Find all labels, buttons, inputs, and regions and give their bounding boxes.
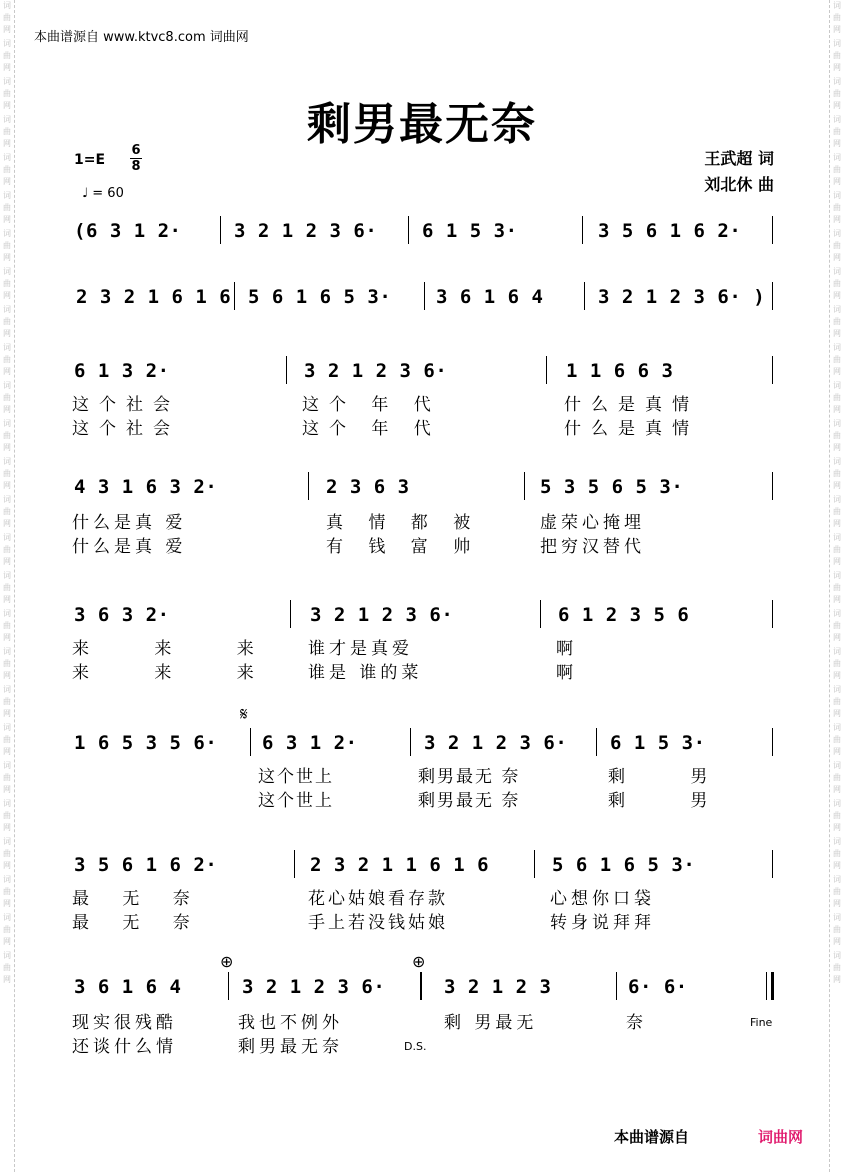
side-watermark-mark: 词曲网 (833, 191, 841, 224)
lyric-line-2: 剩男最无 奈 (418, 791, 521, 811)
lyric-line-2: 有 钱 富 帅 (326, 537, 481, 557)
side-watermark-mark: 词曲网 (833, 685, 841, 718)
lyric-line-2: 啊 (556, 663, 583, 683)
side-watermark-mark: 词曲网 (833, 837, 841, 870)
left-watermark-strip (0, 0, 15, 1172)
side-watermark-mark: 词曲网 (3, 875, 11, 908)
lyric-line-1: 来 来 来 (72, 639, 284, 659)
side-watermark-mark: 词曲网 (833, 913, 841, 946)
time-sig-bottom: 8 (131, 159, 141, 174)
side-watermark-mark: 词曲网 (833, 723, 841, 756)
lyric-line-2: 剩 男 (608, 791, 738, 811)
barline (596, 728, 597, 756)
tempo-value: = 60 (92, 186, 124, 201)
side-watermark-mark: 词曲网 (3, 495, 11, 528)
barline (772, 472, 773, 500)
notes-measure: 1 1 6 6 3 (566, 360, 674, 382)
barline (772, 600, 773, 628)
lyric-line-2: 什么是真情 (564, 419, 699, 439)
side-watermark-mark: 词曲网 (833, 419, 841, 452)
footer-source-text: 本曲谱源自 (614, 1128, 690, 1146)
notes-measure: 3 6 1 6 4 (74, 976, 182, 998)
lyric-line-2: 来 来 来 (72, 663, 284, 683)
source-note: 本曲谱源自 www.ktvc8.com 词曲网 (34, 30, 249, 45)
notes-measure: 6 1 5 3· (610, 732, 706, 754)
lyric-line-2: 把穷汉替代 (540, 537, 645, 557)
coda-icon: ⊕ (412, 952, 426, 971)
side-watermark-mark: 词曲网 (833, 647, 841, 680)
lyric-line-1: 这个社会 (72, 395, 180, 415)
notes-measure: 3 2 1 2 3 (444, 976, 552, 998)
notes-measure: 6 1 3 2· (74, 360, 170, 382)
notes-measure: 3 2 1 2 3 6· (310, 604, 454, 626)
side-watermark-mark: 词曲网 (3, 305, 11, 338)
barline (228, 972, 229, 1000)
lyric-line-1: 啊 (556, 639, 583, 659)
notes-measure: 5 6 1 6 5 3· (248, 286, 392, 308)
barline (772, 728, 773, 756)
notes-measure: 3 2 1 2 3 6· (424, 732, 568, 754)
side-watermark-mark: 词曲网 (833, 305, 841, 338)
side-watermark-mark: 词曲网 (833, 799, 841, 832)
barline (286, 356, 287, 384)
side-watermark-mark: 词曲网 (3, 229, 11, 262)
side-watermark-mark: 词曲网 (3, 837, 11, 870)
barline (540, 600, 541, 628)
lyric-line-1: 奈 (626, 1013, 653, 1033)
lyric-line-2: 这个 年 代 (302, 419, 441, 439)
final-barline-thick (771, 972, 774, 1000)
repeat-barline (420, 972, 422, 1000)
notes-measure: 3 2 1 2 3 6· (234, 220, 378, 242)
notes-measure: 1 6 5 3 5 6· (74, 732, 218, 754)
barline (250, 728, 251, 756)
side-watermark-mark: 词曲网 (833, 533, 841, 566)
barline (772, 356, 773, 384)
notes-measure: (6 3 1 2· (74, 220, 182, 242)
side-watermark-mark: 词曲网 (833, 39, 841, 72)
lyric-line-1: 虚荣心掩埋 (540, 513, 645, 533)
side-watermark-mark: 词曲网 (833, 381, 841, 414)
lyric-line-1: 我也不例外 (238, 1013, 343, 1033)
lyric-line-2: 还谈什么情 (72, 1037, 177, 1057)
lyric-line-1: 这个 年 代 (302, 395, 441, 415)
side-watermark-mark: 词曲网 (3, 799, 11, 832)
lyric-line-1: 剩 男最无 (444, 1013, 538, 1033)
lyric-line-1: 什么是真情 (564, 395, 699, 415)
composer-credit: 刘北休 曲 (704, 175, 774, 194)
side-watermark-mark: 词曲网 (3, 761, 11, 794)
fine-marking: Fine (750, 1016, 773, 1029)
notes-measure: 3 2 1 2 3 6· ) (598, 286, 766, 308)
side-watermark-mark: 词曲网 (3, 913, 11, 946)
lyric-line-1: 花心姑娘看存款 (308, 889, 448, 909)
side-watermark-mark: 词曲网 (833, 495, 841, 528)
notes-measure: 2 3 6 3 (326, 476, 410, 498)
barline (772, 282, 773, 310)
notes-measure: 3 2 1 2 3 6· (242, 976, 386, 998)
barline (772, 850, 773, 878)
notes-measure: 2 3 2 1 6 1 6 (76, 286, 232, 308)
song-title: 剩男最无奈 (307, 99, 537, 150)
barline (524, 472, 525, 500)
segno-icon: 𝄋 (240, 704, 248, 725)
right-watermark-strip (829, 0, 844, 1172)
side-watermark-mark: 词曲网 (3, 419, 11, 452)
side-watermark-mark: 词曲网 (3, 457, 11, 490)
barline (772, 216, 773, 244)
notes-measure: 5 6 1 6 5 3· (552, 854, 696, 876)
side-watermark-mark: 词曲网 (3, 723, 11, 756)
side-watermark-mark: 词曲网 (833, 761, 841, 794)
side-watermark-mark: 词曲网 (833, 951, 841, 984)
final-barline-thin (766, 972, 767, 1000)
barline (220, 216, 221, 244)
lyric-line-2: 手上若没钱姑娘 (308, 913, 448, 933)
barline (408, 216, 409, 244)
notes-measure: 5 3 5 6 5 3· (540, 476, 684, 498)
barline (546, 356, 547, 384)
key-signature: 1=E (74, 152, 106, 168)
side-watermark-mark: 词曲网 (833, 571, 841, 604)
lyric-line-1: 这个世上 (258, 767, 334, 787)
ds-marking: D.S. (404, 1040, 427, 1053)
barline (582, 216, 583, 244)
notes-measure: 6 1 2 3 5 6 (558, 604, 690, 626)
barline (584, 282, 585, 310)
side-watermark-mark: 词曲网 (833, 1, 841, 34)
side-watermark-mark: 词曲网 (3, 609, 11, 642)
notes-measure: 6· 6· (628, 976, 688, 998)
lyric-line-2: 谁是 谁的菜 (308, 663, 423, 683)
side-watermark-mark: 词曲网 (833, 153, 841, 186)
barline (424, 282, 425, 310)
lyric-line-2: 这个世上 (258, 791, 334, 811)
side-watermark-mark: 词曲网 (833, 343, 841, 376)
tempo-marking (82, 186, 124, 201)
barline (308, 472, 309, 500)
notes-measure: 6 3 1 2· (262, 732, 358, 754)
lyricist-credit: 王武超 词 (704, 149, 774, 168)
notes-measure: 3 5 6 1 6 2· (74, 854, 218, 876)
lyric-line-1: 谁才是真爱 (308, 639, 413, 659)
lyric-line-1: 最 无 奈 (72, 889, 204, 909)
coda-icon: ⊕ (220, 952, 234, 971)
time-signature (130, 143, 142, 174)
side-watermark-mark: 词曲网 (3, 685, 11, 718)
side-watermark-mark: 词曲网 (3, 343, 11, 376)
footer-brand-link[interactable]: 词曲网 (758, 1128, 804, 1146)
notes-measure: 3 6 3 2· (74, 604, 170, 626)
side-watermark-mark: 词曲网 (3, 153, 11, 186)
quarter-note-icon: ♩ (82, 186, 89, 201)
side-watermark-mark: 词曲网 (3, 77, 11, 110)
notes-measure: 3 6 1 6 4 (436, 286, 544, 308)
barline (294, 850, 295, 878)
lyric-line-2: 这个社会 (72, 419, 180, 439)
lyric-line-1: 什么是真 爱 (72, 513, 187, 533)
side-watermark-mark: 词曲网 (3, 381, 11, 414)
lyric-line-2: 最 无 奈 (72, 913, 204, 933)
barline (410, 728, 411, 756)
side-watermark-mark: 词曲网 (833, 609, 841, 642)
lyric-line-1: 剩 男 (608, 767, 738, 787)
side-watermark-mark: 词曲网 (833, 77, 841, 110)
notes-measure: 3 5 6 1 6 2· (598, 220, 742, 242)
side-watermark-mark: 词曲网 (3, 647, 11, 680)
time-sig-top: 6 (131, 143, 141, 158)
side-watermark-mark: 词曲网 (3, 1, 11, 34)
lyric-line-2: 剩男最无奈 (238, 1037, 343, 1057)
side-watermark-mark: 词曲网 (833, 457, 841, 490)
lyric-line-2: 转身说拜拜 (550, 913, 655, 933)
side-watermark-mark: 词曲网 (3, 951, 11, 984)
notes-measure: 3 2 1 2 3 6· (304, 360, 448, 382)
side-watermark-mark: 词曲网 (3, 267, 11, 300)
side-watermark-mark: 词曲网 (3, 533, 11, 566)
side-watermark-mark: 词曲网 (3, 115, 11, 148)
lyric-line-2: 什么是真 爱 (72, 537, 187, 557)
barline (534, 850, 535, 878)
side-watermark-mark: 词曲网 (833, 229, 841, 262)
notes-measure: 4 3 1 6 3 2· (74, 476, 218, 498)
side-watermark-mark: 词曲网 (833, 115, 841, 148)
side-watermark-mark: 词曲网 (833, 267, 841, 300)
side-watermark-mark: 词曲网 (3, 39, 11, 72)
side-watermark-mark: 词曲网 (3, 571, 11, 604)
barline (616, 972, 617, 1000)
lyric-line-1: 真 情 都 被 (326, 513, 481, 533)
notes-measure: 6 1 5 3· (422, 220, 518, 242)
side-watermark-mark: 词曲网 (3, 191, 11, 224)
side-watermark-mark: 词曲网 (833, 875, 841, 908)
barline (290, 600, 291, 628)
barline (234, 282, 235, 310)
lyric-line-1: 心想你口袋 (550, 889, 655, 909)
lyric-line-1: 剩男最无 奈 (418, 767, 521, 787)
notes-measure: 2 3 2 1 1 6 1 6 (310, 854, 490, 876)
lyric-line-1: 现实很残酷 (72, 1013, 177, 1033)
